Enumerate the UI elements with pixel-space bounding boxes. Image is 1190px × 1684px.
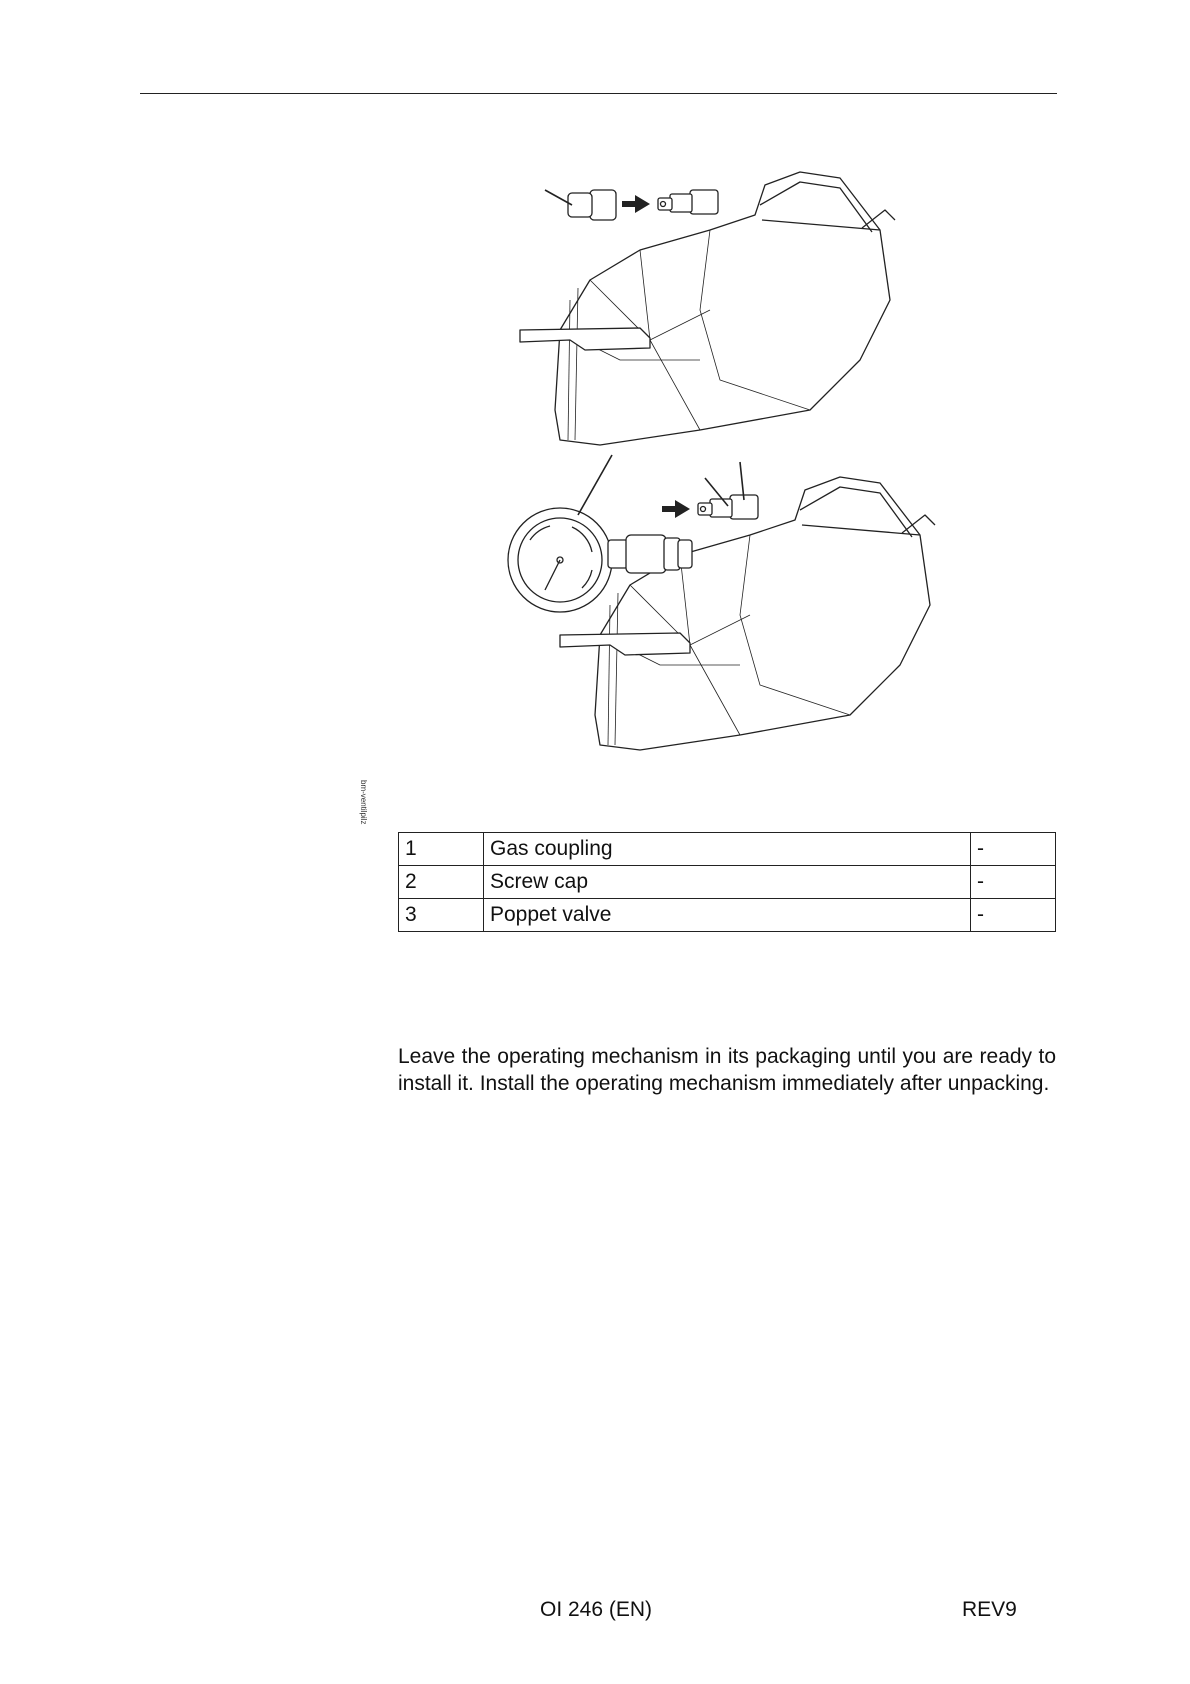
legend-label: Poppet valve — [484, 899, 971, 932]
valve-illustration — [500, 160, 960, 780]
footer-revision: REV9 — [962, 1598, 1017, 1621]
table-row — [399, 866, 1056, 899]
bottom-drawing — [560, 477, 935, 750]
figure-id-label: bm-ventilpilz — [359, 780, 368, 825]
legend-number: 2 — [399, 866, 484, 899]
legend-label: Screw cap — [484, 866, 971, 899]
legend-table — [398, 832, 1056, 932]
legend-label: Gas coupling — [484, 833, 971, 866]
table-row — [399, 899, 1056, 932]
legend-value: - — [971, 833, 1056, 866]
legend-number: 1 — [399, 833, 484, 866]
legend-value: - — [971, 899, 1056, 932]
legend-number: 3 — [399, 899, 484, 932]
instruction-paragraph: Leave the operating mechanism in its packaging until you are ready to install it. Install the operating mechanism immediately after unpacking. — [398, 1045, 1056, 1095]
table-row — [399, 833, 1056, 866]
footer-document-id: OI 246 (EN) — [540, 1598, 653, 1621]
header-rule — [140, 93, 1057, 94]
legend-value: - — [971, 866, 1056, 899]
top-drawing — [520, 172, 895, 445]
